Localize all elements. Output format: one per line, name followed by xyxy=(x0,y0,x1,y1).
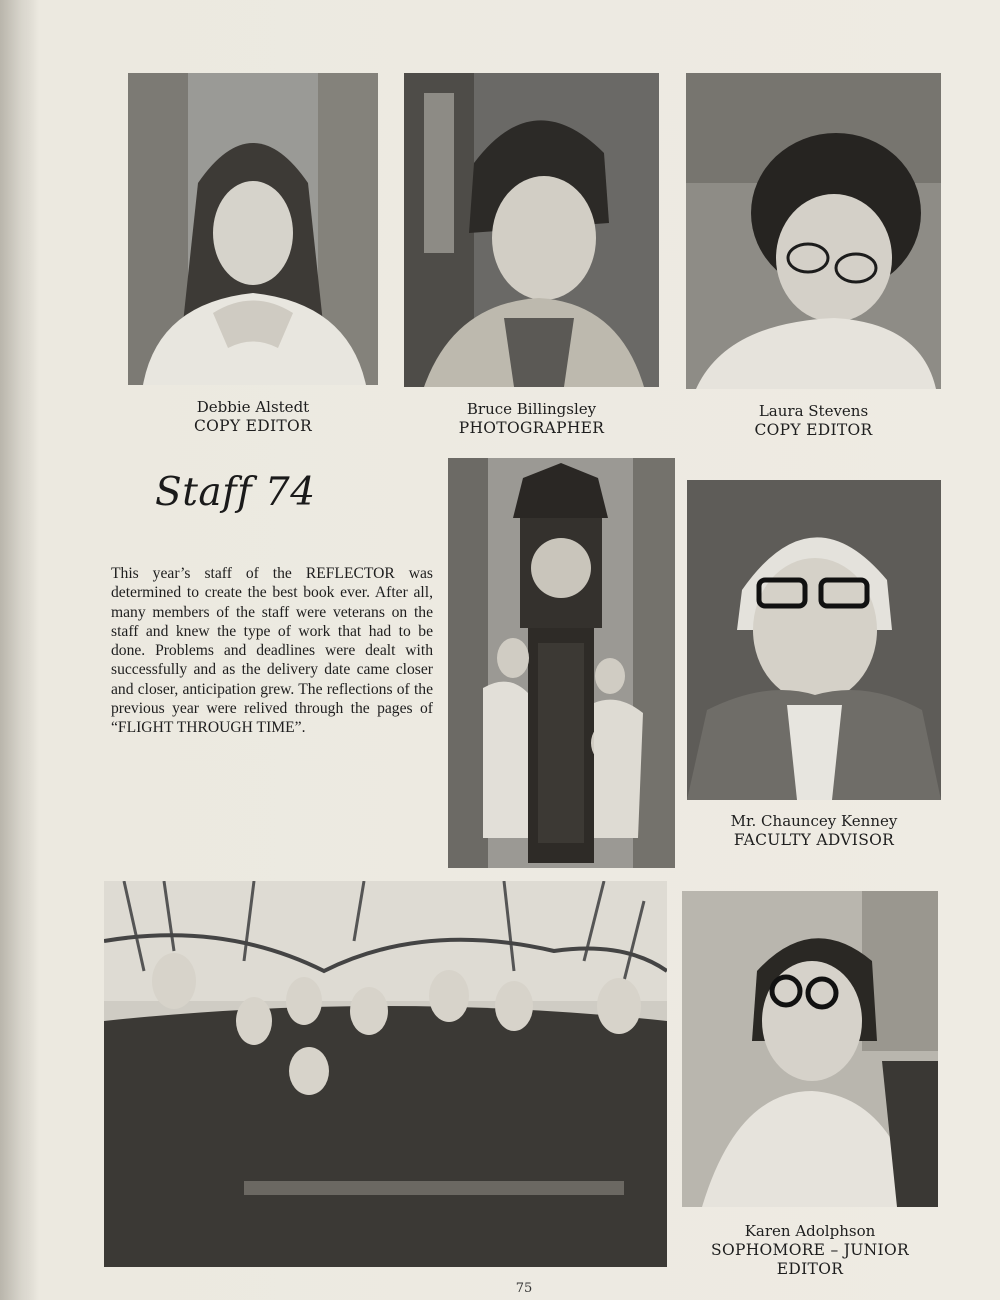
clock-group-photo xyxy=(448,458,675,868)
portrait-name: Bruce Billingsley xyxy=(466,400,597,418)
outdoor-group-photo xyxy=(104,881,667,1267)
page-title: Staff 74 xyxy=(155,470,316,515)
body-paragraph: This year’s staff of the REFLECTOR was determined to create the best book ever. After all, many members of the staff were veterans on the staff and knew the type of work that had to be done. Problems and deadlines were dealt with successfully and as the delivery date came closer and closer, anticipation grew. The reflections of the previous year were relived through the pages of “FLIGHT THROUGH TIME”. xyxy=(111,565,433,737)
portrait-name: Mr. Chauncey Kenney xyxy=(730,812,898,830)
portrait-role-line1: SOPHOMORE – JUNIOR xyxy=(711,1241,909,1259)
binding-shadow xyxy=(0,0,38,1300)
portrait-photo-karen-adolphson xyxy=(682,891,938,1207)
page-number: 75 xyxy=(515,1281,533,1296)
portrait-name: Laura Stevens xyxy=(758,402,869,420)
portrait-photo-bruce-billingsley xyxy=(404,73,659,387)
portrait-photo-debbie-alstedt xyxy=(128,73,378,385)
caption-laura-stevens xyxy=(686,402,941,440)
portrait-role: COPY EDITOR xyxy=(193,417,313,435)
portrait-role: FACULTY ADVISOR xyxy=(733,831,895,849)
portrait-role: PHOTOGRAPHER xyxy=(458,419,605,437)
caption-debbie-alstedt xyxy=(128,398,378,436)
caption-chauncey-kenney xyxy=(687,812,941,850)
caption-bruce-billingsley xyxy=(404,400,659,438)
portrait-role: COPY EDITOR xyxy=(754,421,873,439)
portrait-name: Karen Adolphson xyxy=(744,1222,876,1240)
portrait-photo-laura-stevens xyxy=(686,73,941,389)
portrait-photo-chauncey-kenney xyxy=(687,480,941,800)
caption-karen-adolphson xyxy=(682,1222,938,1279)
portrait-role-line2: EDITOR xyxy=(776,1260,844,1278)
portrait-name: Debbie Alstedt xyxy=(196,398,310,416)
